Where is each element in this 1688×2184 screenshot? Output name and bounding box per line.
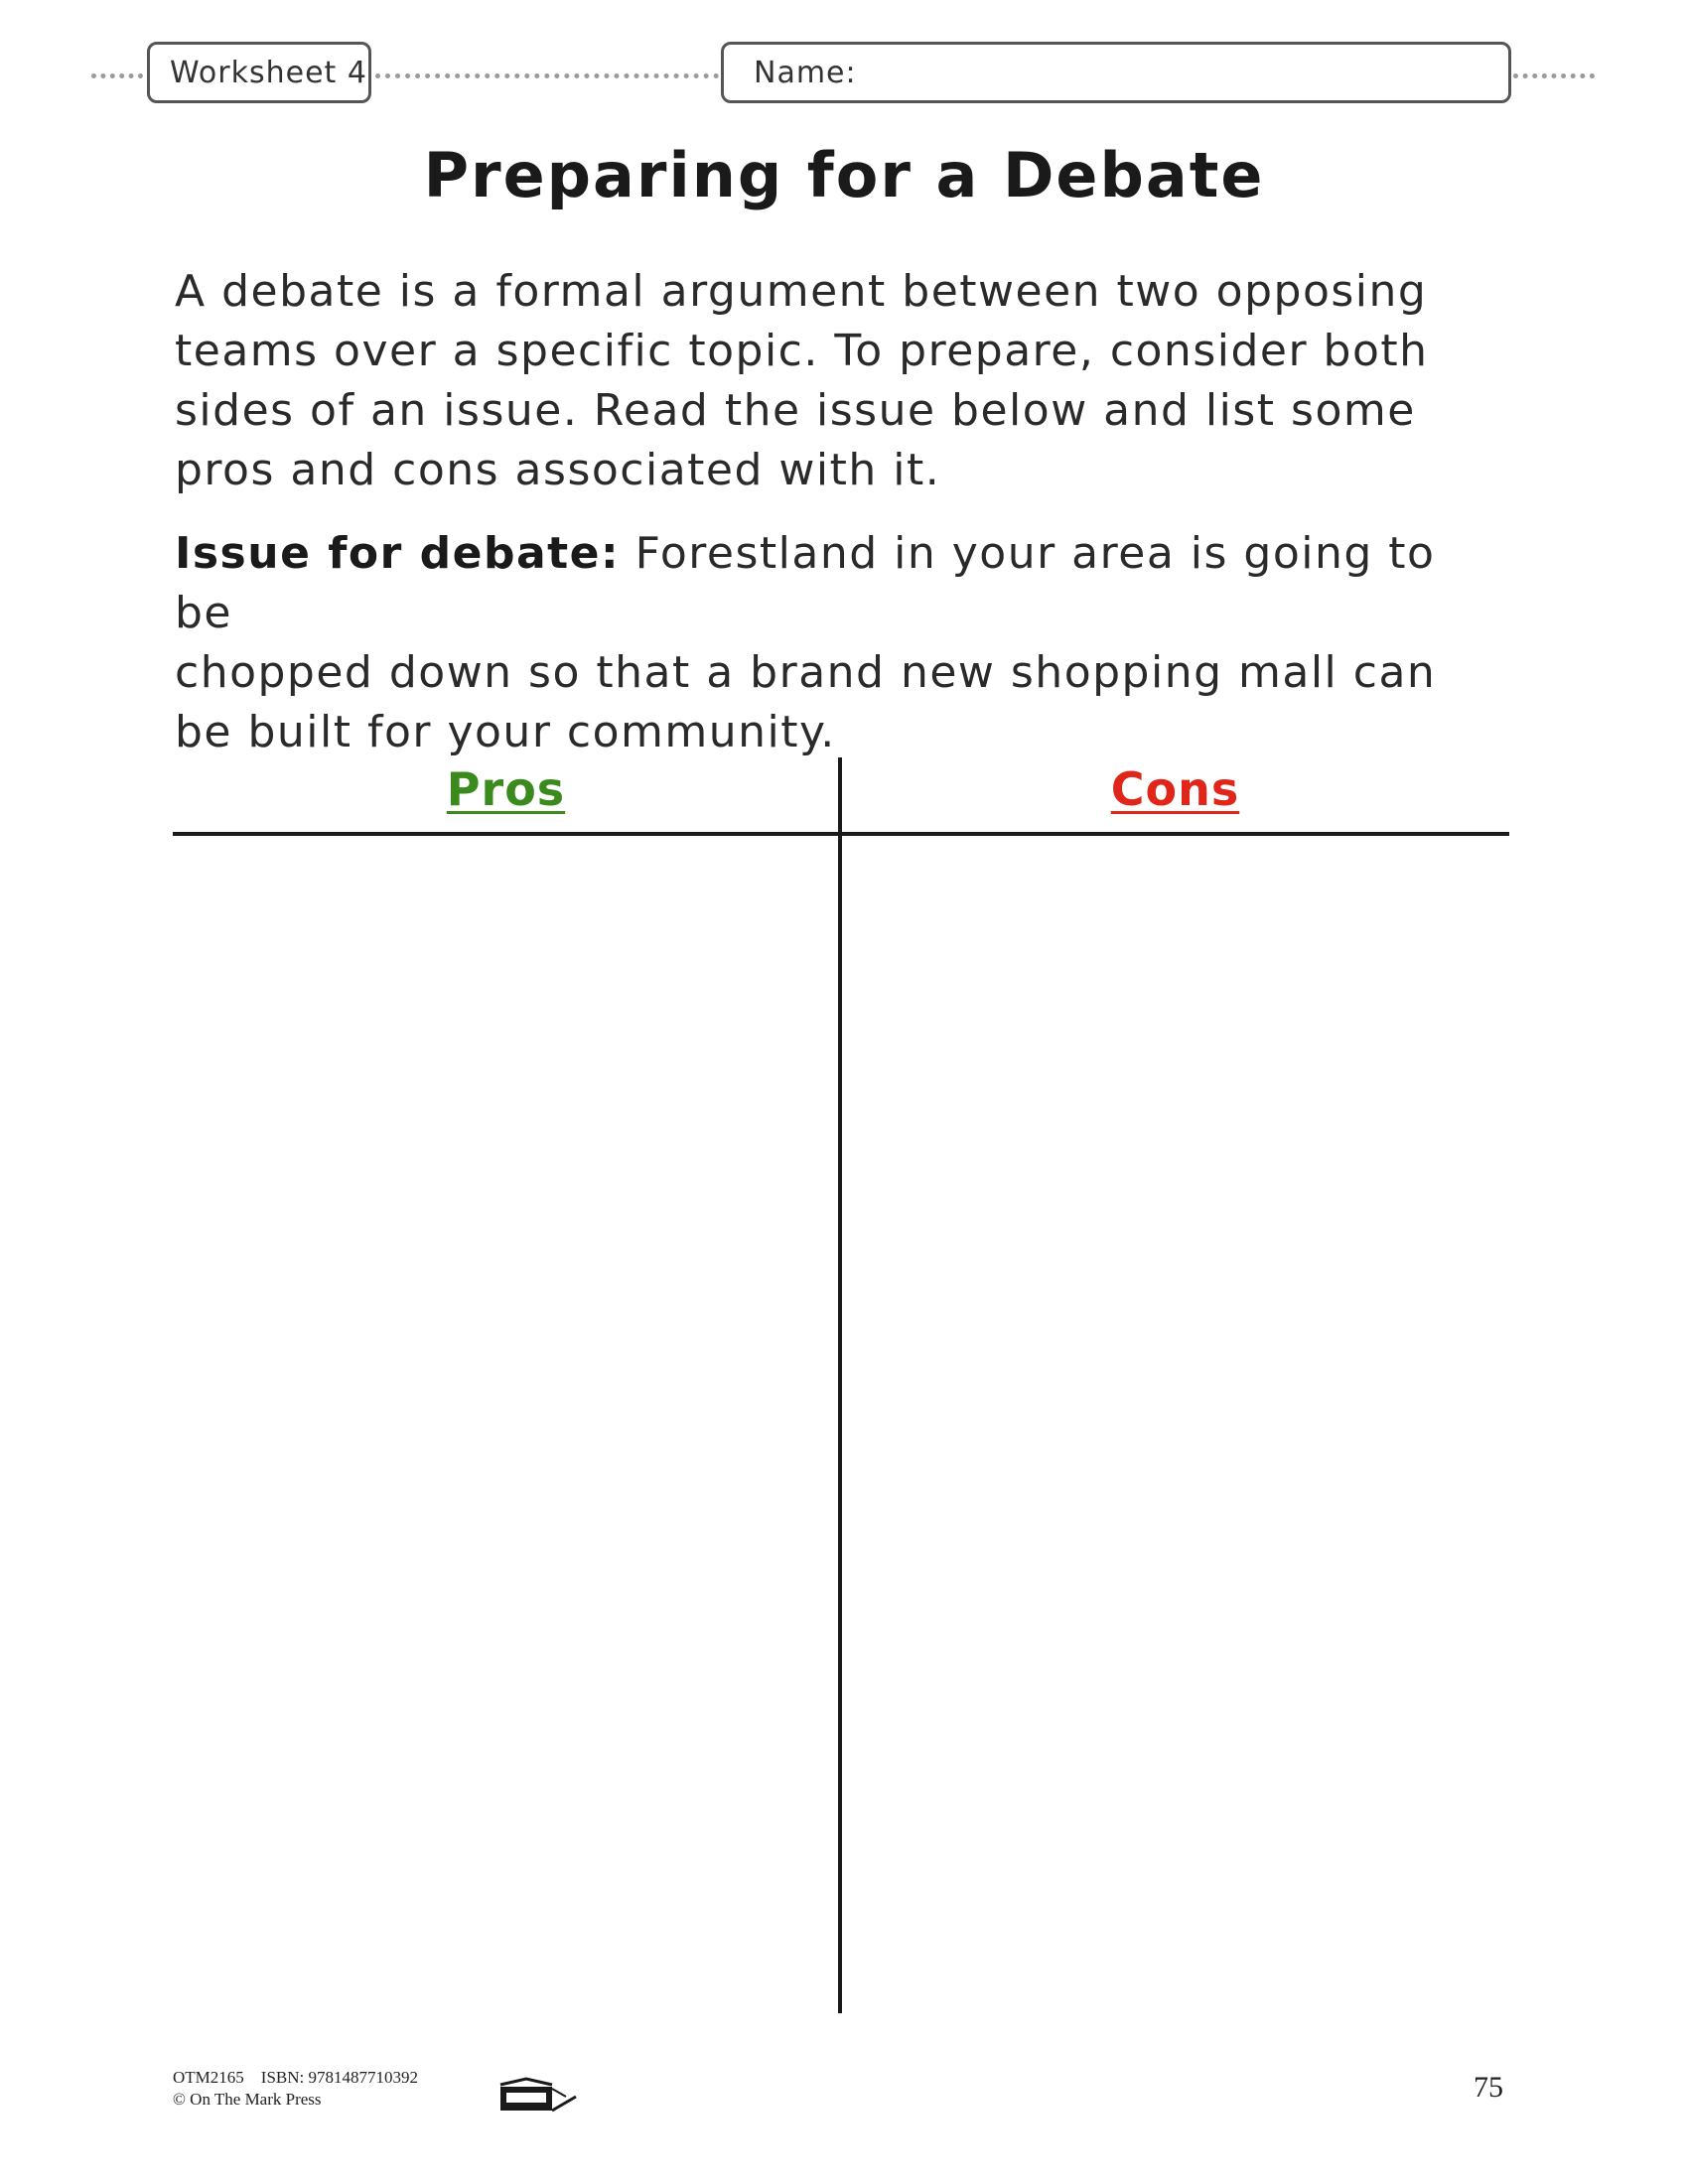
footer-copyright: © On The Mark Press: [173, 2090, 322, 2109]
intro-paragraph: [175, 262, 1505, 500]
footer-publication-info: [173, 2067, 418, 2111]
worksheet-label: Worksheet 4: [170, 55, 367, 90]
issue-paragraph: [175, 524, 1505, 762]
intro-line: sides of an issue. Read the issue below and list some: [175, 385, 1416, 436]
pros-heading: Pros: [446, 762, 566, 816]
cons-writing-area[interactable]: [844, 840, 1509, 2011]
footer-isbn: ISBN: 9781487710392: [260, 2068, 418, 2087]
page-title: Preparing for a Debate: [423, 139, 1265, 211]
issue-text: Forestland in your area is going to be: [175, 528, 1436, 638]
header-dotted-rule-left: [91, 73, 143, 78]
header-dotted-rule-right: [1513, 73, 1595, 78]
name-field[interactable]: [721, 42, 1511, 103]
tchart-vertical-line: [838, 757, 842, 2013]
header-dotted-rule-middle: [375, 73, 719, 78]
issue-line: chopped down so that a brand new shopping mall can: [175, 647, 1437, 698]
page-number: 75: [1474, 2071, 1503, 2104]
intro-line: A debate is a formal argument between two opposing: [175, 266, 1428, 317]
worksheet-label-box: [147, 42, 371, 103]
issue-line: be built for your community.: [175, 707, 836, 757]
issue-label: Issue for debate:: [175, 528, 621, 579]
name-label: Name:: [754, 55, 857, 90]
publisher-logo-icon: [496, 2075, 580, 2115]
intro-line: pros and cons associated with it.: [175, 445, 941, 495]
issue-line: [175, 524, 1505, 643]
intro-line: teams over a specific topic. To prepare, consider both: [175, 326, 1429, 376]
footer-code: OTM2165: [173, 2068, 244, 2087]
pros-writing-area[interactable]: [173, 840, 836, 2011]
cons-heading: Cons: [1110, 762, 1240, 816]
